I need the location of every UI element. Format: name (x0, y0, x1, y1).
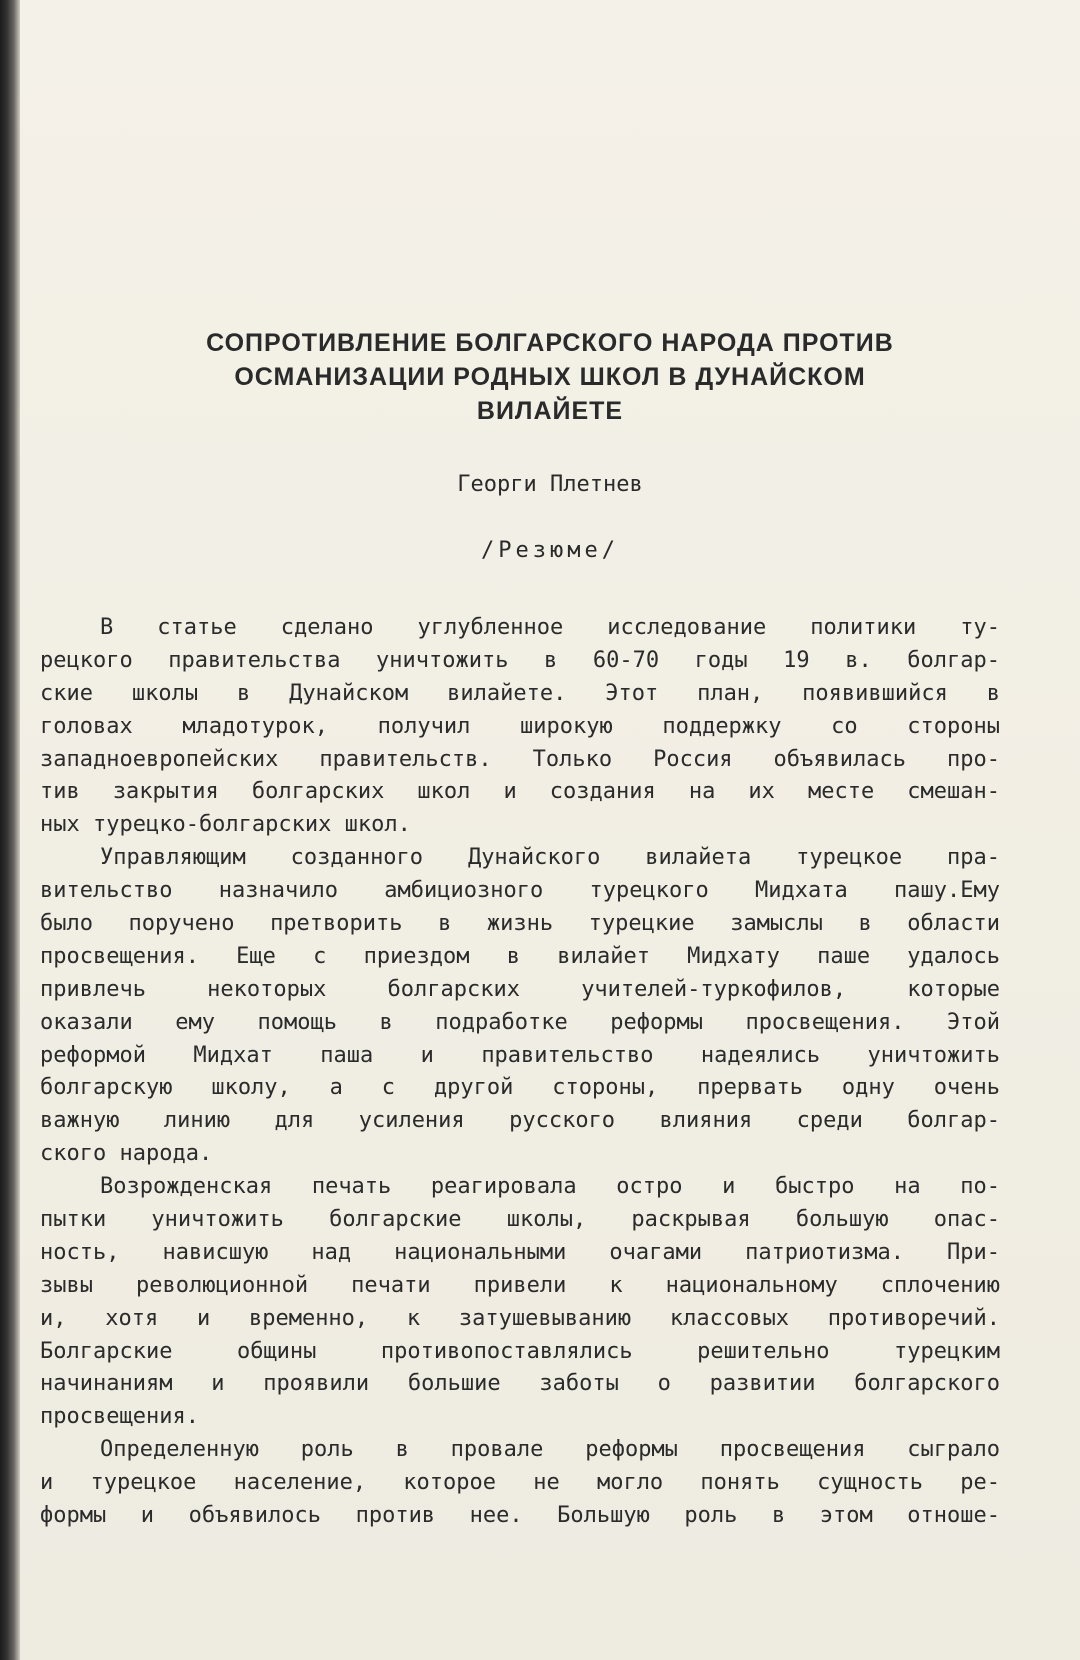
text-line: Управляющим созданного Дунайского вилайета турецкое пра- (100, 845, 1000, 871)
text-line: зывы революционной печати привели к национальному сплочению (40, 1272, 1000, 1298)
text-line: головах младотурок, получил широкую поддержку со стороны (40, 713, 1000, 739)
text-line: тив закрытия болгарских школ и создания на их месте смешан- (40, 779, 1000, 805)
title-line: СОПРОТИВЛЕНИЕ БОЛГАРСКОГО НАРОДА ПРОТИВ (206, 329, 894, 357)
text-line: болгарскую школу, а с другой стороны, прервать одну очень (40, 1075, 1000, 1101)
text-line: и, хотя и временно, к затушевыванию классовых противоречий. (40, 1305, 1000, 1331)
text-line: просвещения. Еще с приездом в вилайет Мидхату паше удалось (40, 943, 1000, 969)
text-line: реформой Мидхат паша и правительство надеялись уничтожить (40, 1042, 1000, 1068)
title-line: ОСМАНИЗАЦИИ РОДНЫХ ШКОЛ В ДУНАЙСКОМ (234, 363, 866, 391)
resume-heading: /Резюме/ (481, 538, 619, 563)
text-line: ных турецко-болгарских школ. (40, 812, 411, 838)
text-line: просвещения. (40, 1404, 199, 1430)
text-line: ские школы в Дунайском вилайете. Этот план, появившийся в (40, 680, 1000, 706)
text-line: ского народа. (40, 1141, 213, 1167)
text-line: ность, нависшую над национальными очагами патриотизма. При- (40, 1239, 1000, 1265)
text-line: и турецкое население, которое не могло понять сущность ре- (40, 1470, 1000, 1496)
text-line: Болгарские общины противопоставлялись решительно турецким (40, 1338, 1000, 1364)
text-line: было поручено претворить в жизнь турецкие замыслы в области (40, 911, 1000, 937)
text-line: оказали ему помощь в подработке реформы просвещения. Этой (40, 1009, 1000, 1035)
text-line: пытки уничтожить болгарские школы, раскрывая большую опас- (40, 1207, 1000, 1233)
text-line: западноевропейских правительств. Только Россия объявилась про- (40, 746, 1000, 772)
text-line: рецкого правительства уничтожить в 60-70 годы 19 в. болгар- (40, 647, 1000, 673)
author-name: Георги Плетнев (457, 472, 643, 497)
text-line: Возрожденская печать реагировала остро и быстро на по- (100, 1174, 1000, 1200)
text-line: важную линию для усиления русского влияния среди болгар- (40, 1108, 1000, 1134)
text-line: начинаниям и проявили большие заботы о развитии болгарского (40, 1371, 1000, 1397)
page-binding-edge (0, 0, 20, 1660)
body-text (40, 612, 1000, 1533)
article-title (120, 326, 980, 428)
text-line: В статье сделано углубленное исследование политики ту- (100, 615, 1000, 640)
text-line: формы и объявилось против нее. Большую роль в этом отноше- (40, 1503, 1000, 1529)
title-line: ВИЛАЙЕТЕ (476, 397, 624, 425)
text-line: Определенную роль в провале реформы просвещения сыграло (100, 1437, 1000, 1463)
text-line: привлечь некоторых болгарских учителей-туркофилов, которые (40, 976, 1000, 1002)
text-line: вительство назначило амбициозного турецкого Мидхата пашу.Ему (40, 878, 1000, 904)
